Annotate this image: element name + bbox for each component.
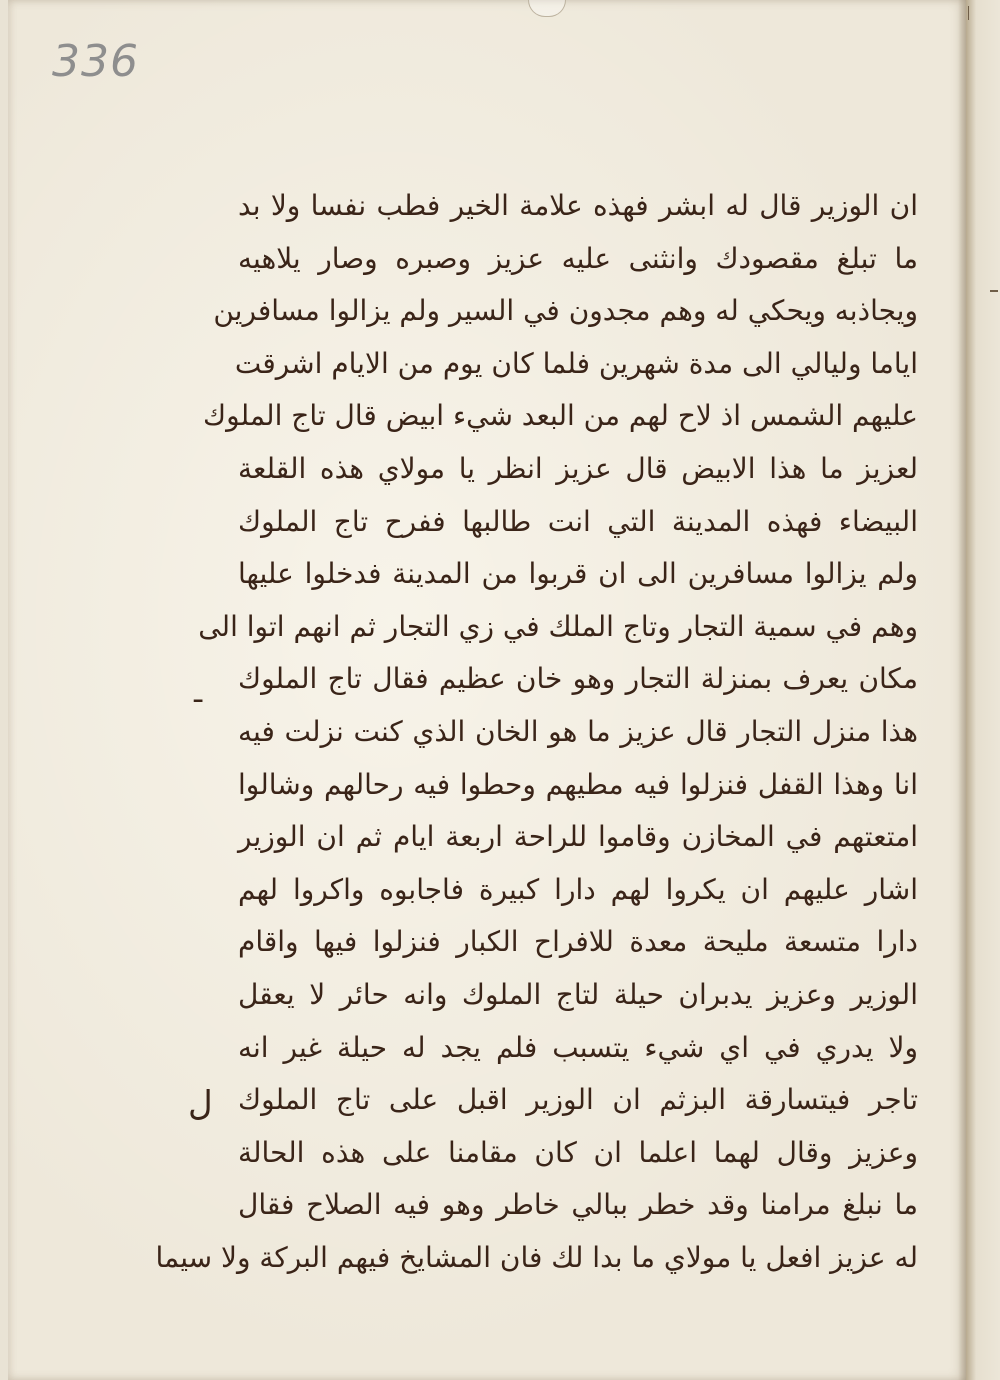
text-line: ولا يدري في اي شيء يتسبب فلم يجد له حيلة غير انه	[238, 1030, 918, 1064]
text-line: ان الوزير قال له ابشر فهذه علامة الخير فطب نفسا ولا بد	[238, 189, 918, 222]
edge-mark-top	[968, 6, 975, 20]
folio-number: 336	[52, 36, 139, 87]
margin-lam-mark: ل	[188, 1084, 213, 1124]
text-line: امتعتهم في المخازن وقاموا للراحة اربعة ايام ثم ان الوزير	[238, 820, 918, 854]
text-line: الوزير وعزيز يدبران حيلة لتاج الملوك وانه حائر لا يعقل	[238, 977, 918, 1011]
text-line: ما تبلغ مقصودك وانثنى عليه عزيز وصبره وصار يلاهيه	[238, 241, 918, 275]
text-line: ولم يزالوا مسافرين الى ان قربوا من المدينة فدخلوا عليها	[238, 557, 918, 591]
text-line: لعزيز ما هذا الابيض قال عزيز انظر يا مولاي هذه القلعة	[238, 451, 918, 485]
text-line: اشار عليهم ان يكروا لهم دارا كبيرة فاجابوه واكروا لهم	[238, 872, 918, 906]
text-line: ما نبلغ مرامنا وقد خطر ببالي خاطر وهو فيه الصلاح فقال	[238, 1188, 918, 1222]
manuscript-text-block	[155, 180, 918, 1284]
text-line: وعزيز وقال لهما اعلما ان كان مقامنا على هذه الحالة	[238, 1135, 918, 1169]
text-line: هذا منزل التجار قال عزيز ما هو الخان الذي كنت نزلت فيه	[238, 714, 918, 748]
text-line: عليهم الشمس اذ لاح لهم من البعد شيء ابيض قال تاج الملوك	[203, 399, 918, 433]
text-line: له عزيز افعل يا مولاي ما بدا لك فان المشايخ فيهم البركة ولا سيما	[155, 1240, 918, 1274]
text-line: ويجاذبه ويحكي له وهم مجدون في السير ولم يزالوا مسافرين	[213, 294, 918, 328]
text-line: دارا متسعة مليحة معدة للافراح الكبار فنزلوا فيها واقام	[238, 925, 918, 959]
text-line: وهم في سمية التجار وتاج الملك في زي التجار ثم انهم اتوا الى	[198, 609, 918, 643]
edge-dash	[990, 290, 998, 292]
adjacent-page-edge	[966, 0, 1000, 1380]
text-line: تاجر فيتسارقة البزثم ان الوزير اقبل على تاج الملوك	[238, 1083, 918, 1117]
text-line: اياما وليالي الى مدة شهرين فلما كان يوم من الايام اشرقت	[234, 346, 918, 380]
text-line: مكان يعرف بمنزلة التجار وهو خان عظيم فقال تاج الملوك	[238, 662, 918, 696]
text-line: البيضاء فهذه المدينة التي انت طالبها ففرح تاج الملوك	[238, 504, 918, 538]
margin-arrow-mark: ـ	[194, 676, 203, 709]
text-line: انا وهذا القفل فنزلوا فيه مطيهم وحطوا فيه رحالهم وشالوا	[238, 767, 918, 801]
